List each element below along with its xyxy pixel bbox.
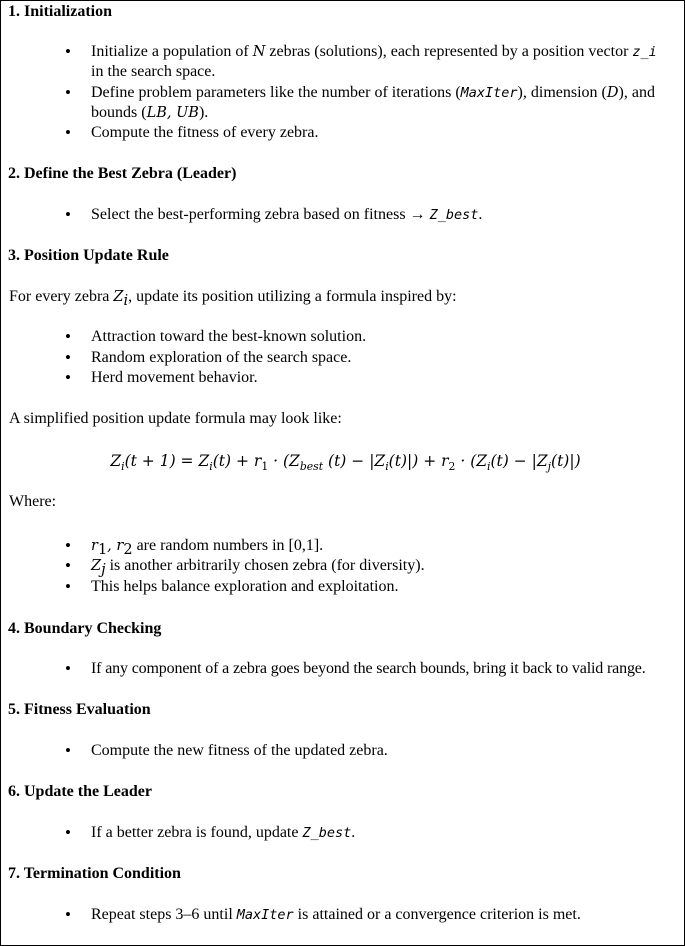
- math-var: z_i: [632, 44, 657, 60]
- bullet-icon: [63, 741, 73, 762]
- bullet-icon: [63, 348, 73, 369]
- math-var: D: [606, 85, 619, 101]
- list-item-text: Attraction toward the best-known solution.: [91, 328, 367, 345]
- bullet-icon: [63, 123, 73, 144]
- list-item-text: Herd movement behavior.: [91, 369, 258, 386]
- list-item-text: Define problem parameters like the number of iterations (MaxIter), dimension (D), and bounds (LB, UB).: [91, 84, 655, 121]
- bullet-icon: [63, 577, 73, 598]
- bullet-icon: [63, 368, 73, 389]
- section-heading-fitness-evaluation: 5. Fitness Evaluation: [8, 701, 151, 718]
- bullet-icon: [63, 327, 73, 348]
- list-item-text: Random exploration of the search space.: [91, 349, 352, 366]
- section-heading-initialization: 1. Initialization: [8, 3, 113, 20]
- bullet-icon: [63, 556, 73, 577]
- paragraph: Where:: [9, 493, 57, 510]
- list-item-text: Select the best-performing zebra based on fitness → Z_best.: [91, 206, 483, 223]
- position-update-formula: $Z_i(t + 1) = Z_i(t) + r_1 \cdot (Z_{best}$ $(t) - |Z_i(t)|) + r_2 \cdot (Z_i(t) - |Z_j(t)|)$: [110, 452, 581, 473]
- bullet-icon: [63, 42, 73, 63]
- section-heading-position-update: 3. Position Update Rule: [8, 247, 169, 264]
- bullet-icon: [63, 205, 73, 226]
- math-var: MaxIter: [236, 907, 294, 923]
- list-item-text: Compute the fitness of every zebra.: [91, 124, 319, 141]
- math-var: MaxIter: [460, 85, 518, 101]
- bullet-icon: [63, 905, 73, 926]
- paragraph: For every zebra $Z_i$, update its position utilizing a formula inspired by:: [9, 288, 457, 309]
- math-var: Z_best: [429, 207, 479, 223]
- list-item-text: Compute the new fitness of the updated zebra.: [91, 742, 388, 759]
- list-item-text: Initialize a population of N zebras (solutions), each represented by a position vector z_i in the search space.: [91, 43, 657, 80]
- list-item-text: This helps balance exploration and exploitation.: [91, 578, 399, 595]
- list-item-text: $Z_j$ is another arbitrarily chosen zebra (for diversity).: [91, 557, 425, 578]
- math-var: Z_best: [302, 825, 352, 841]
- math-var: LB, UB: [146, 105, 199, 121]
- paragraph: A simplified position update formula may look like:: [9, 410, 342, 427]
- list-item-text: Repeat steps 3–6 until MaxIter is attained or a convergence criterion is met.: [91, 906, 581, 923]
- list-item-text: $r_1$, $r_2$ are random numbers in [0,1].: [91, 537, 324, 558]
- list-item-text: If any component of a zebra goes beyond the search bounds, bring it back to valid range.: [91, 660, 646, 677]
- section-heading-termination: 7. Termination Condition: [8, 865, 181, 882]
- bullet-icon: [63, 823, 73, 844]
- math-var: Z: [113, 289, 124, 305]
- section-heading-boundary-checking: 4. Boundary Checking: [8, 620, 162, 637]
- bullet-icon: [63, 536, 73, 557]
- bullet-icon: [63, 659, 73, 680]
- section-heading-update-leader: 6. Update the Leader: [8, 783, 152, 800]
- bullet-icon: [63, 83, 73, 104]
- list-item-text: If a better zebra is found, update Z_best.: [91, 824, 356, 841]
- section-heading-best-zebra: 2. Define the Best Zebra (Leader): [8, 165, 237, 182]
- math-var: N: [252, 44, 266, 60]
